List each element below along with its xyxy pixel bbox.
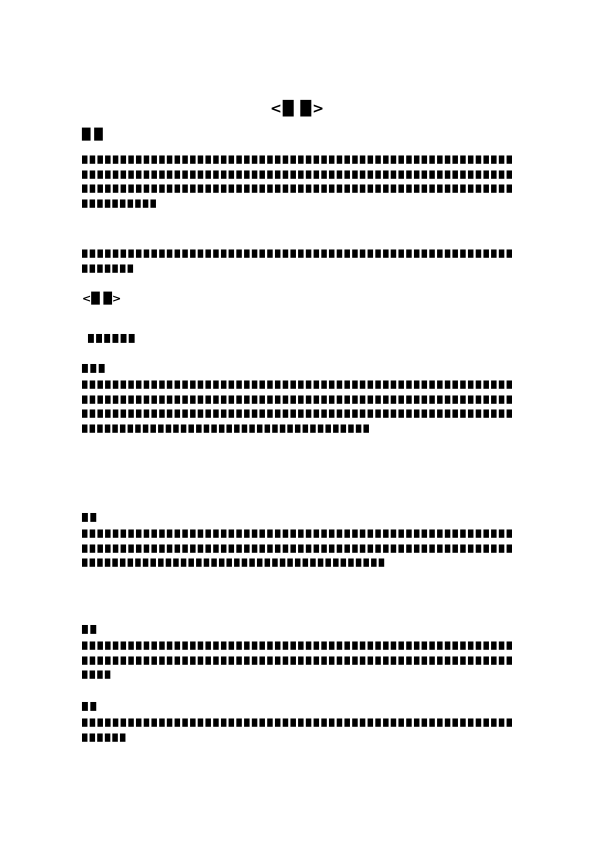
item4-text: █ █ █ █ █ █ █ █ █ █ █ █ █ █ █ █ █ █ █ █ █ █ █ █ █ █ █ █ █ █ █ █ █ █ █ █ █ █ █ █ █ █ █ █ █ █ █ █ █ █ █ █ █ █ █ █ █ █ █ █ █ █ bbox=[82, 719, 512, 742]
section2-heading: <█ █> bbox=[82, 292, 122, 305]
item2-text: █ █ █ █ █ █ █ █ █ █ █ █ █ █ █ █ █ █ █ █ █ █ █ █ █ █ █ █ █ █ █ █ █ █ █ █ █ █ █ █ █ █ █ █ █ █ █ █ █ █ █ █ █ █ █ █ █ █ █ █ █ █ █ █ █ █ █ █ █ █ █ █ █ █ █ █ █ █ █ █ █ █ █ █ █ █ █ █ █ █ █ █ █ █ █ █ █ █ █ █ █ █ █ █ █ █ █ █ █ █ █ █ █ █ █ █ █ █ █ █ █ █ █ █ █ █ █ █ █ █ █ █ █ █ █ █ █ █ █ █ █ █ █ █ █ █ █ █ █ █ █ █ bbox=[82, 530, 512, 567]
item1-label: █ █ █ bbox=[82, 364, 105, 373]
section1-heading: █ █ bbox=[82, 128, 103, 141]
item3-label: █ █ bbox=[82, 625, 97, 634]
section1-paragraph-1: █ █ █ █ █ █ █ █ █ █ █ █ █ █ █ █ █ █ █ █ █ █ █ █ █ █ █ █ █ █ █ █ █ █ █ █ █ █ █ █ █ █ █ █ █ █ █ █ █ █ █ █ █ █ █ █ █ █ █ █ █ █ █ █ █ █ █ █ █ █ █ █ █ █ █ █ █ █ █ █ █ █ █ █ █ █ █ █ █ █ █ █ █ █ █ █ █ █ █ █ █ █ █ █ █ █ █ █ █ █ █ █ █ █ █ █ █ █ █ █ █ █ █ █ █ █ █ █ █ █ █ █ █ █ █ █ █ █ █ █ █ █ █ █ █ █ █ █ █ █ █ █ █ █ █ █ █ █ █ █ █ █ █ █ █ █ █ █ █ █ █ █ █ █ █ █ █ █ bbox=[82, 156, 512, 208]
item1-text: █ █ █ █ █ █ █ █ █ █ █ █ █ █ █ █ █ █ █ █ █ █ █ █ █ █ █ █ █ █ █ █ █ █ █ █ █ █ █ █ █ █ █ █ █ █ █ █ █ █ █ █ █ █ █ █ █ █ █ █ █ █ █ █ █ █ █ █ █ █ █ █ █ █ █ █ █ █ █ █ █ █ █ █ █ █ █ █ █ █ █ █ █ █ █ █ █ █ █ █ █ █ █ █ █ █ █ █ █ █ █ █ █ █ █ █ █ █ █ █ █ █ █ █ █ █ █ █ █ █ █ █ █ █ █ █ █ █ █ █ █ █ █ █ █ █ █ █ █ █ █ █ █ █ █ █ █ █ █ █ █ █ █ █ █ █ █ █ █ █ █ █ █ █ █ █ █ █ █ █ █ █ █ █ █ █ █ █ █ █ █ █ █ █ █ █ █ █ █ █ █ █ █ █ █ █ bbox=[82, 381, 512, 433]
section2-intro: █ █ █ █ █ █ bbox=[88, 334, 135, 343]
item2-label: █ █ bbox=[82, 513, 97, 522]
item3-text: █ █ █ █ █ █ █ █ █ █ █ █ █ █ █ █ █ █ █ █ █ █ █ █ █ █ █ █ █ █ █ █ █ █ █ █ █ █ █ █ █ █ █ █ █ █ █ █ █ █ █ █ █ █ █ █ █ █ █ █ █ █ █ █ █ █ █ █ █ █ █ █ █ █ █ █ █ █ █ █ █ █ █ █ █ █ █ █ █ █ █ █ █ █ █ █ █ █ █ █ █ █ █ █ █ █ █ █ █ █ █ █ █ █ █ █ bbox=[82, 642, 512, 679]
section1-paragraph-2: █ █ █ █ █ █ █ █ █ █ █ █ █ █ █ █ █ █ █ █ █ █ █ █ █ █ █ █ █ █ █ █ █ █ █ █ █ █ █ █ █ █ █ █ █ █ █ █ █ █ █ █ █ █ █ █ █ █ █ █ █ █ █ bbox=[82, 250, 512, 273]
item4-label: █ █ bbox=[82, 702, 97, 711]
document-title: <█ █> bbox=[270, 101, 325, 117]
